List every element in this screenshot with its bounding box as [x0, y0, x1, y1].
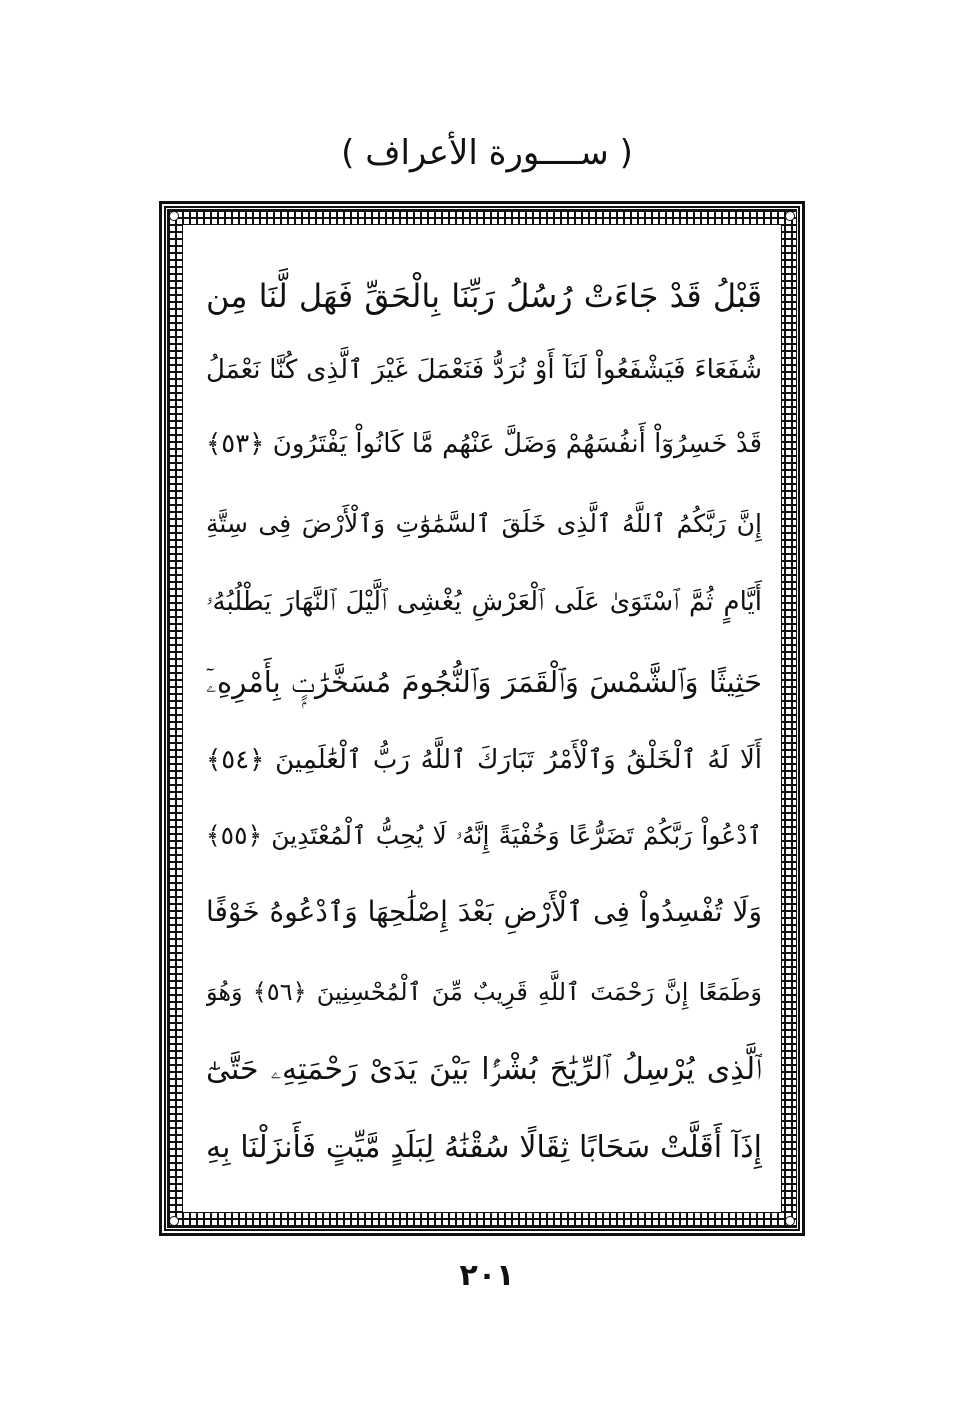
verse-line: إِذَآ أَقَلَّتْ سَحَابًا ثِقَالًا سُقْنَٰهُ لِبَلَدٍ مَّيِّتٍ فَأَنزَلْنَا بِهِ	[206, 1130, 762, 1165]
verse-line: ٱلَّذِى يُرْسِلُ ٱلرِّيَٰحَ بُشْرًۢا بَيْنَ يَدَىْ رَحْمَتِهِۦ حَتَّىٰٓ	[206, 1052, 762, 1087]
page-number: ٢٠١	[459, 1258, 515, 1293]
corner-ornament-icon	[785, 211, 795, 221]
surah-title: ( ســــورة الأعراف )	[341, 133, 633, 173]
verse-text-block	[206, 266, 762, 1186]
verse-line: حَثِيثًا وَٱلشَّمْسَ وَٱلْقَمَرَ وَٱلنُّجُومَ مُسَخَّرَٰتٍۭ بِأَمْرِهِۦٓ	[206, 665, 762, 699]
verse-line: إِنَّ رَبَّكُمُ ٱللَّهُ ٱلَّذِى خَلَقَ ٱلسَّمَٰوَٰتِ وَٱلْأَرْضَ فِى سِتَّةِ	[206, 509, 762, 538]
verse-line: أَلَا لَهُ ٱلْخَلْقُ وَٱلْأَمْرُ تَبَارَكَ ٱللَّهُ رَبُّ ٱلْعَٰلَمِينَ ﴿٥٤﴾	[206, 745, 762, 775]
verse-line: ٱدْعُواْ رَبَّكُمْ تَضَرُّعًا وَخُفْيَةً إِنَّهُۥ لَا يُحِبُّ ٱلْمُعْتَدِينَ ﴿٥٥﴾	[206, 821, 762, 850]
verse-line: قَبْلُ قَدْ جَاءَتْ رُسُلُ رَبِّنَا بِالْحَقِّ فَهَل لَّنَا مِن	[206, 277, 762, 315]
corner-ornament-icon	[169, 1216, 179, 1226]
corner-ornament-icon	[169, 211, 179, 221]
verse-line: وَطَمَعًا إِنَّ رَحْمَتَ ٱللَّهِ قَرِيبٌ مِّنَ ٱلْمُحْسِنِينَ ﴿٥٦﴾ وَهُوَ	[206, 978, 762, 1006]
corner-ornament-icon	[785, 1216, 795, 1226]
verse-line: قَدْ خَسِرُوٓاْ أَنفُسَهُمْ وَضَلَّ عَنْهُم مَّا كَانُواْ يَفْتَرُونَ ﴿٥٣﴾	[206, 429, 762, 459]
verse-line: أَيَّامٍ ثُمَّ ٱسْتَوَىٰ عَلَى ٱلْعَرْشِ يُغْشِى ٱلَّيْلَ ٱلنَّهَارَ يَطْلُبُهُۥ	[206, 587, 762, 617]
verse-line: وَلَا تُفْسِدُواْ فِى ٱلْأَرْضِ بَعْدَ إِصْلَٰحِهَا وَٱدْعُوهُ خَوْفًا	[206, 895, 762, 928]
verse-line: شُفَعَاءَ فَيَشْفَعُواْ لَنَآ أَوْ نُرَدُّ فَنَعْمَلَ غَيْرَ ٱلَّذِى كُنَّا نَعْمَلُ	[206, 355, 762, 385]
